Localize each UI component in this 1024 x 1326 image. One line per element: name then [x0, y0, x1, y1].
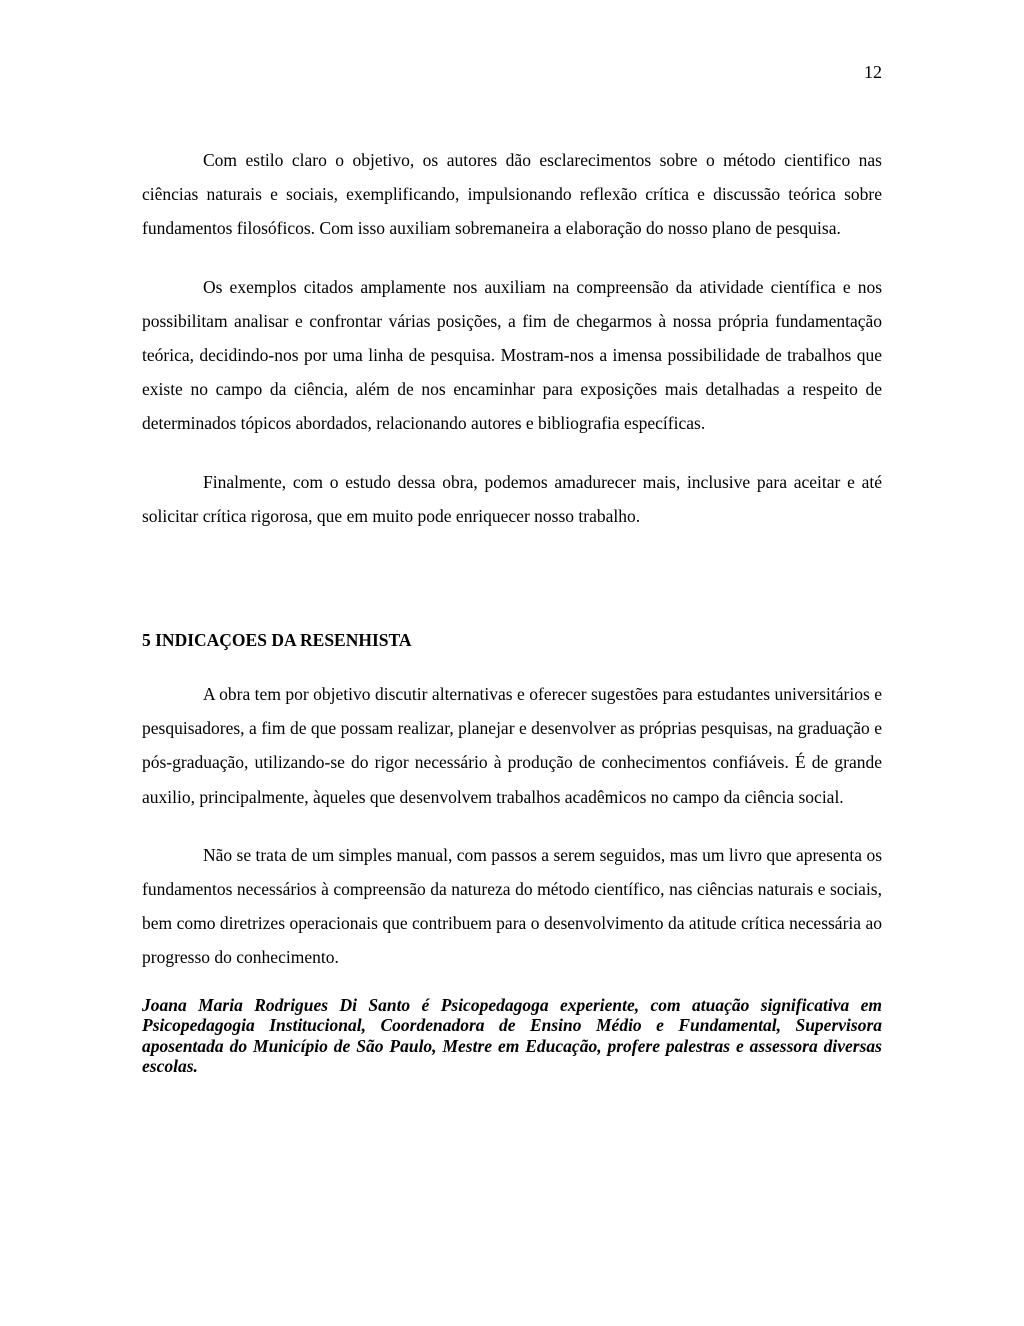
body-paragraph-1: Com estilo claro o objetivo, os autores dão esclarecimentos sobre o método cientifico nas ciências naturais e sociais, exemplificando, impulsionando reflexão crítica e discussão teórica sobre fundamentos filosóficos. Com isso auxiliam sobremaneira a elaboração do nosso plano de pesquisa.	[142, 150, 882, 239]
body-paragraph-3: Finalmente, com o estudo dessa obra, podemos amadurecer mais, inclusive para aceitar e até solicitar crítica rigorosa, que em muito pode enriquecer nosso trabalho.	[142, 471, 882, 526]
section-heading: 5 INDICAÇOES DA RESENHISTA	[142, 630, 412, 651]
section-paragraph-2: Não se trata de um simples manual, com passos a serem seguidos, mas um livro que apresenta os fundamentos necessários à compreensão da natureza do método científico, nas ciências naturais e sociais, bem como diretrizes operacionais que contribuem para o desenvolvimento da atitude crítica necessária ao progresso do conhecimento.	[142, 844, 882, 968]
document-body	[142, 143, 882, 1077]
body-paragraph-2: Os exemplos citados amplamente nos auxiliam na compreensão da atividade científica e nos possibilitam analisar e confrontar várias posições, a fim de chegarmos à nossa própria fundamentação teórica, decidindo-nos por uma linha de pesquisa. Mostram-nos a imensa possibilidade de trabalhos que existe no campo da ciência, além de nos encaminhar para exposições mais detalhadas a respeito de determinados tópicos abordados, relacionando autores e bibliografia específicas.	[142, 276, 882, 434]
section-paragraph-1: A obra tem por objetivo discutir alternativas e oferecer sugestões para estudantes universitários e pesquisadores, a fim de que possam realizar, planejar e desenvolver as próprias pesquisas, na graduação e pós-graduação, utilizando-se do rigor necessário à produção de conhecimentos confiáveis. É de grande auxilio, principalmente, àqueles que desenvolvem trabalhos acadêmicos no campo da ciência social.	[142, 684, 882, 807]
page-number: 12	[864, 62, 882, 82]
author-bio: Joana Maria Rodrigues Di Santo é Psicopedagoga experiente, com atuação significativa em Psicopedagogia Institucional, Coordenadora de Ensino Médio e Fundamental, Supervisora aposentada do Município de São Paulo, Mestre em Educação, profere palestras e assessora diversas escolas.	[142, 994, 882, 1077]
